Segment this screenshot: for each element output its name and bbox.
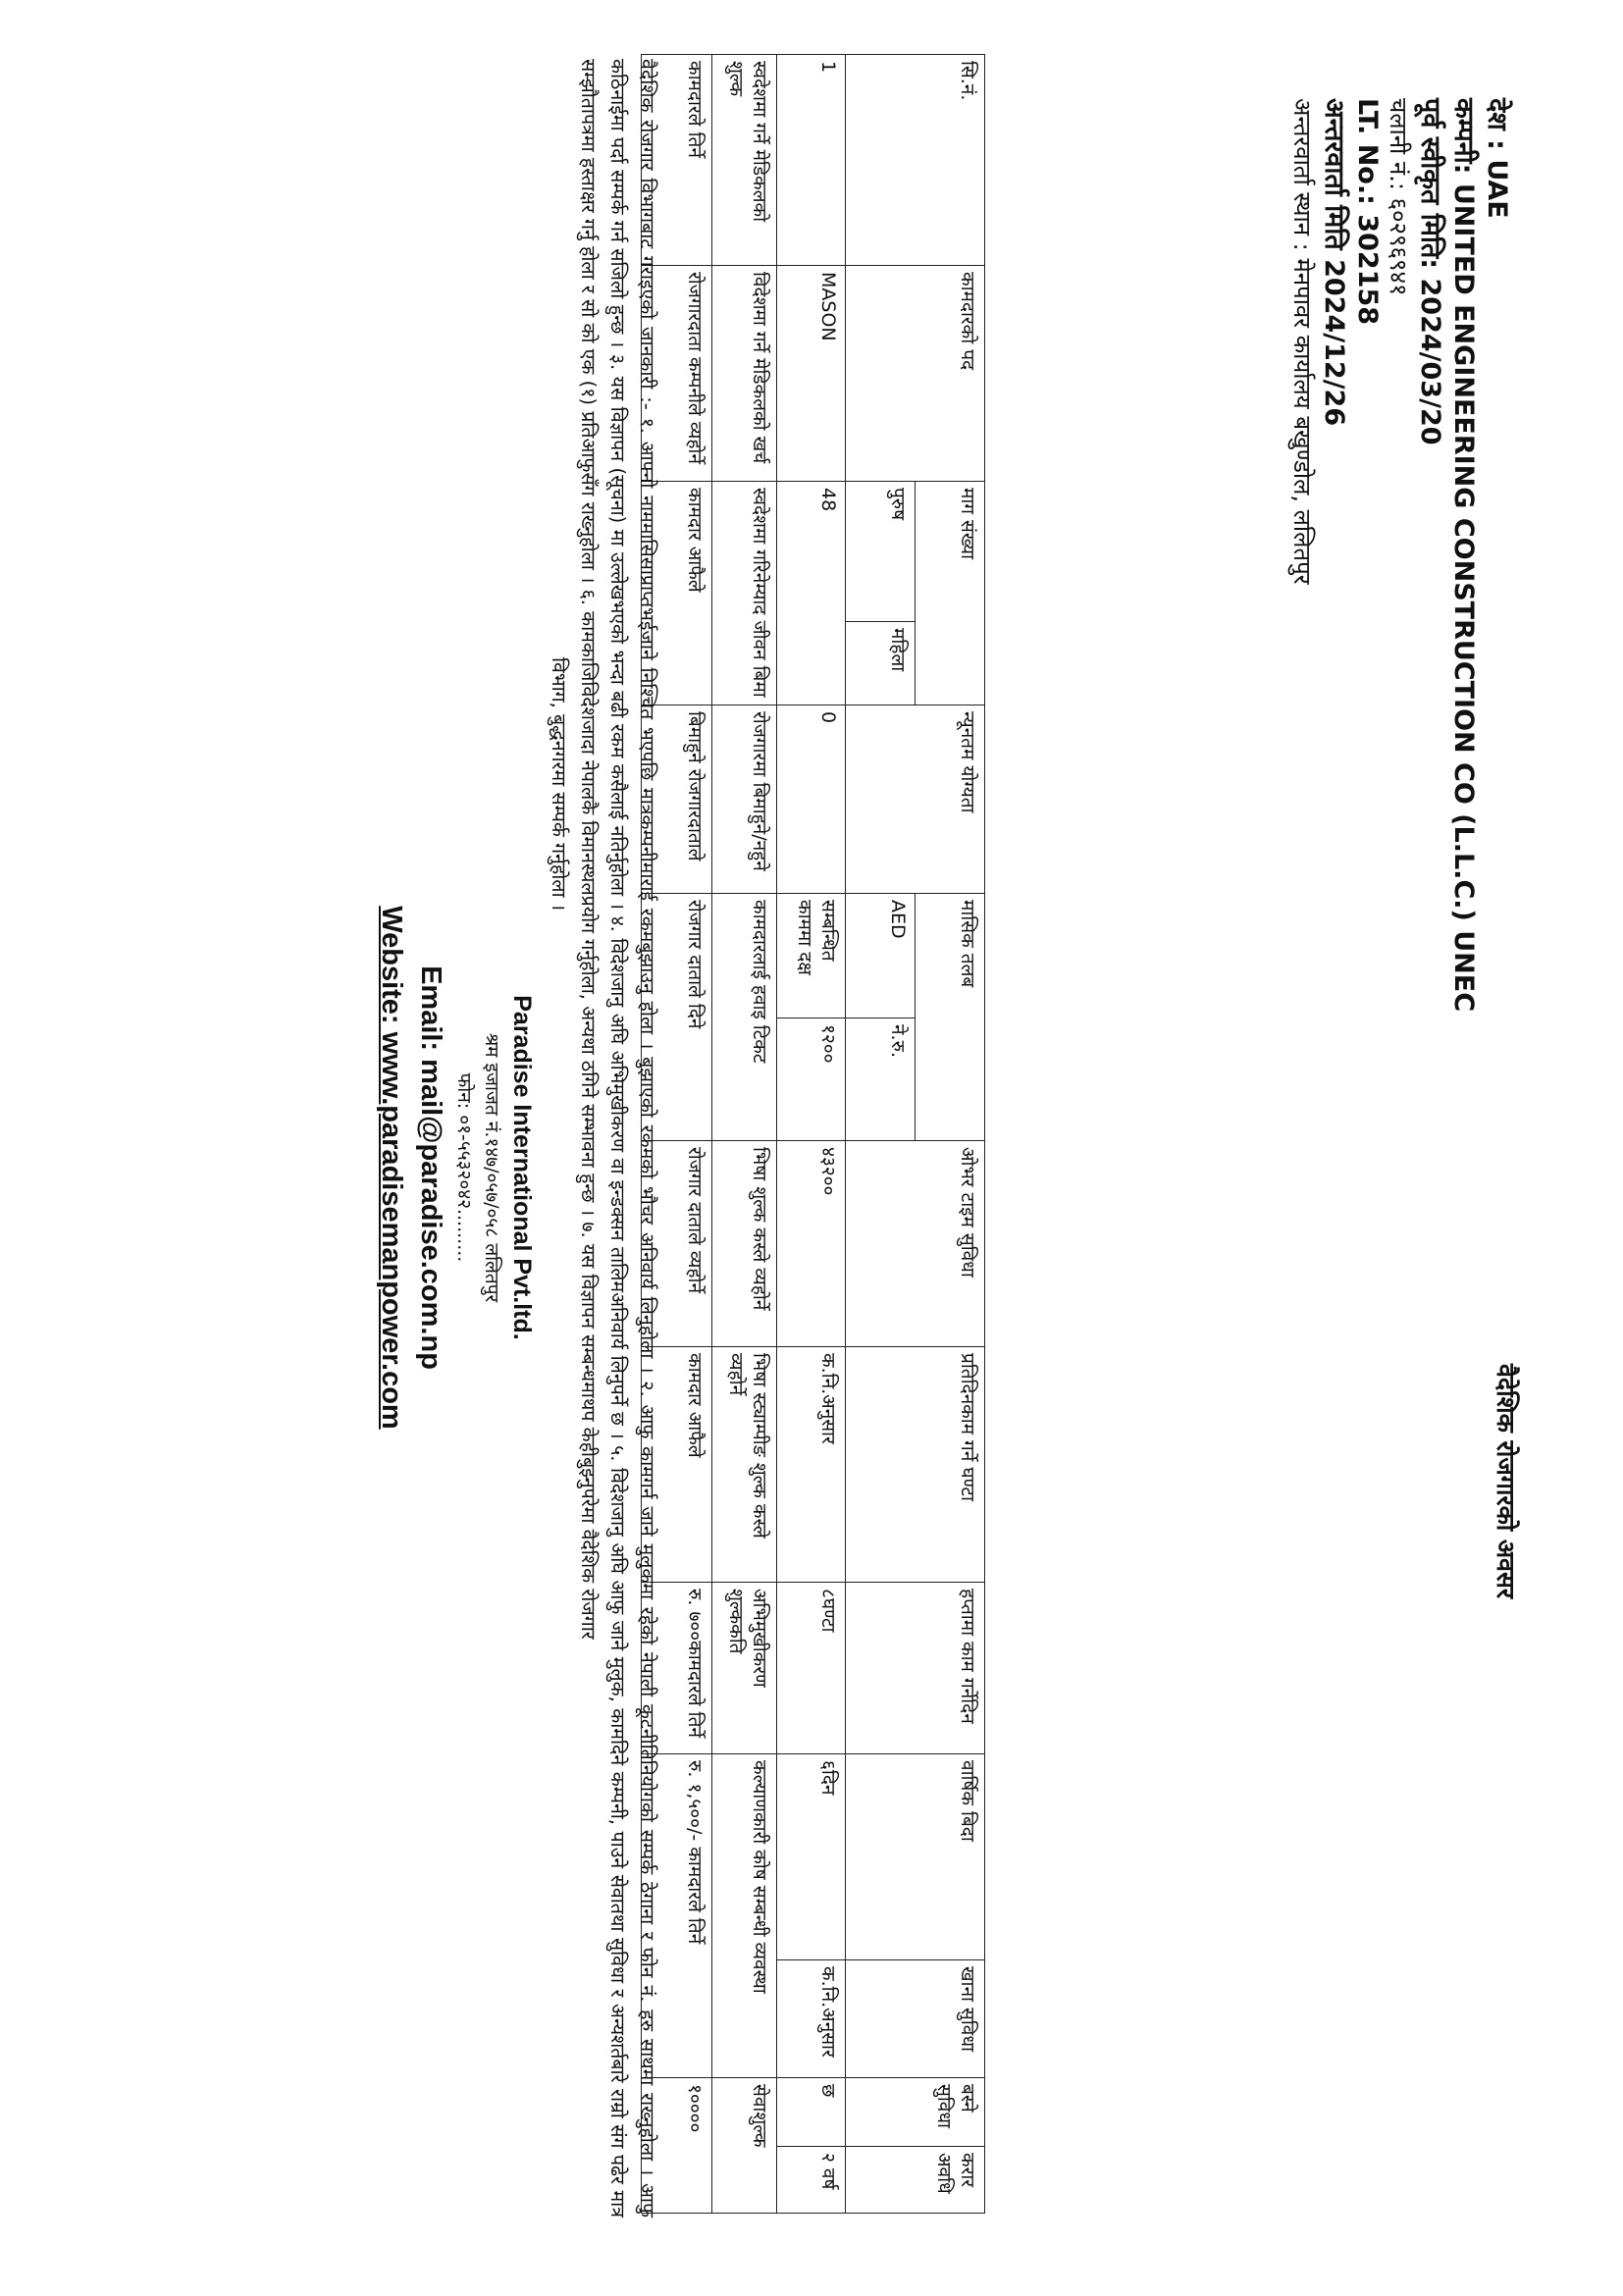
company-name: UNITED ENGINEERING CONSTRUCTION CO (L.L.C.) UNEC	[1448, 183, 1479, 1013]
chalani-number: ६०२९६९४१	[1385, 197, 1412, 296]
cost-label-row	[712, 55, 777, 2214]
cost-air-ticket-value: रोजगार दाताले दिने	[642, 894, 712, 1141]
cost-medical-home-label: स्वदेशमा गर्ने मेडिकलको शुल्क	[712, 55, 777, 266]
job-row	[777, 55, 846, 2214]
row-sn: 1	[777, 55, 846, 266]
agency-phone: फोन: ०१-५५३२०४२.........	[453, 1072, 475, 1263]
lt-label: LT. No.:	[1352, 98, 1383, 205]
npr-header: ने.रु.	[846, 1018, 916, 1141]
demand-header: माग संख्या	[916, 482, 985, 705]
interview-date-line	[1317, 98, 1350, 1315]
lt-number: 302158	[1352, 214, 1383, 326]
website-label: Website:	[376, 906, 407, 1024]
male-header: पुरुष	[846, 482, 916, 622]
cost-orientation-value: रु. ७००कामदारले तिर्ने	[642, 1583, 712, 1754]
email-label: Email:	[415, 965, 446, 1052]
interview-date: 2024/12/26	[1319, 259, 1349, 427]
cost-welfare-fund-label: कल्याणकारी कोष सम्बन्धी व्यवस्था	[712, 1754, 777, 2078]
cost-visa-fee-value: रोजगार दाताले व्यहोर्ने	[642, 1141, 712, 1347]
country-value: UAE	[1482, 159, 1512, 219]
row-qualification: सम्बन्धित काममा दक्ष	[777, 894, 846, 1018]
cost-medical-home-value: कामदारले तिर्ने	[642, 55, 712, 266]
country-label: देश :	[1482, 98, 1512, 150]
row-salary-aed: १२००	[777, 1018, 846, 1141]
cost-visa-stamping-label: भिषा स्ट्याम्पीङ शुल्क कस्ले व्यहोर्ने	[712, 1347, 777, 1583]
accommodation-header: बस्ने सुविधा	[846, 2078, 985, 2147]
cost-service-charge-label: सेवाशुल्क	[712, 2078, 777, 2214]
row-overtime: क.नि.अनुसार	[777, 1347, 846, 1583]
approval-line	[1413, 98, 1446, 1315]
contract-header: करार अवधि	[846, 2147, 985, 2214]
company-line	[1446, 98, 1480, 1315]
row-female-count: 0	[777, 705, 846, 894]
agency-website-line	[372, 893, 411, 1442]
cost-employment-insurance-label: रोजगारमा बिमाहुने/नहुने	[712, 705, 777, 894]
website-link[interactable]: www.paradisemanpower.com	[376, 1031, 407, 1430]
job-header	[1287, 98, 1513, 1315]
female-header: महिला	[846, 622, 916, 705]
row-food: छ	[777, 2078, 846, 2147]
job-details-table	[641, 54, 985, 2214]
row-salary-npr: ४३२००	[777, 1141, 846, 1347]
notice-text: वैदेशिक रोजगार विभागबाट गराइएको जानकारी :- १. आफ्नो नाममासिसाप्राप्तभईजाने निश्चित भएपछि मात्रकम्पनीमाराई रकमबुझाउनु होला । बुझाएको रकमको भौचर अनिवार्य लिनुहोला । २. आफु कामगर्न जाने मुलुकमा रहेको नेपाली कूटनीतिनियोगको सम्पर्क ठेगाना र फोन नं. हरु साथमा राख्नुहोला । आफु कठिनाईमा पर्दा सम्पर्क गर्न सजिलो हुन्छ । ३. यस विज्ञापन (सूचना) मा उल्लेखभएको भन्दा बढी रकम कसैलाई नतिर्नुहोला । ४. विदेशजानु अघि अभिमुखीकरण वा इन्डक्सन तालिमअनिवार्य लिनुपर्ने छ । ५. विदेशजानु अघि आफु जाने मुलुक, कामदिने कम्पनी, पाउने सेवातथा सुविधा र अन्यशर्तबारे राम्रो संग पढेर मात्र सम्झौतापत्रमा हस्ताक्षर गर्नु होला र सो को एक (१) प्रतिआफुसँग राख्नुहोला । ६. कामकाजिविदेशजादा नेपालकै विमानस्थलप्रयोग गर्नुहोला, अन्यथा ठगिने सम्भावना हुन्छ । ७. यस विज्ञापन सम्बन्धमाथप केहीबुझ्नुपरेमा वैदेशिक रोजगार	[577, 59, 658, 2218]
lt-line	[1350, 98, 1384, 1315]
interview-place-label: अन्तरवार्ता स्थान :	[1288, 98, 1316, 251]
annual-leave-header: वार्षिक बिदा	[846, 1754, 985, 1960]
sn-header: सि.नं.	[846, 55, 985, 266]
cost-visa-fee-label: भिषा शुल्क कस्ले व्यहोर्ने	[712, 1141, 777, 1347]
agency-name: Paradise International Pvt.ltd.	[508, 995, 536, 1340]
agency-email-line	[411, 893, 450, 1442]
approval-date: 2024/03/20	[1415, 278, 1445, 445]
post-header: कामदारको पद	[846, 266, 985, 482]
food-header: खाना सुविधा	[846, 1960, 985, 2078]
cost-service-charge-value: १००००	[642, 2078, 712, 2214]
cost-employment-insurance-value: बिमाहुने रोजगारदाताले	[642, 705, 712, 894]
agency-block	[372, 893, 539, 1442]
agency-license: श्रम इजाजत नं.१४७/०५७/०५८ ललितपुर	[481, 1032, 502, 1303]
department-notice	[544, 59, 661, 2218]
company-label: कम्पनी:	[1448, 98, 1479, 175]
header-row	[916, 55, 985, 2214]
cost-life-insurance-label: स्वदेशमा गरिनेम्याद जीवन बिमा	[712, 482, 777, 705]
row-male-count: 48	[777, 482, 846, 705]
email-address[interactable]: mail@paradise.com.np	[415, 1059, 446, 1370]
interview-date-label: अन्तरवार्ता मिति	[1319, 98, 1349, 250]
chalani-label: चलानी नं.:	[1385, 98, 1412, 190]
row-daily-hours: ८घण्टा	[777, 1583, 846, 1754]
country-line	[1480, 98, 1513, 1315]
row-weekly-days: ६दिन	[777, 1754, 846, 1960]
cost-air-ticket-label: कामदारलाई हवाइ टिकट	[712, 894, 777, 1141]
salary-header: मासिक तलब	[916, 894, 985, 1141]
cost-welfare-fund-value: रु. १,५००/- कामदारले तिर्ने	[642, 1754, 712, 2078]
notice-last-line: विभाग, बुद्धनगरमा सम्पर्क गर्नुहोला ।	[548, 657, 570, 912]
interview-place-line	[1287, 98, 1317, 1315]
page-title: वैदेशिक रोजगारको अवसर	[1492, 1364, 1520, 1599]
cost-visa-stamping-value: कामदार आफैले	[642, 1347, 712, 1583]
row-annual-leave: क.नि.अनुसार	[777, 1960, 846, 2078]
aed-header: AED	[846, 894, 916, 1018]
row-post: MASON	[777, 266, 846, 482]
interview-place: मेनपावर कार्यालय बखुण्डोल, ललितपुर	[1288, 258, 1316, 585]
cost-medical-abroad-value: रोजगारदाता कम्पनीले व्यहोर्ने	[642, 266, 712, 482]
daily-hours-header: प्रतिदिनकाम गर्ने घण्टा	[846, 1347, 985, 1583]
row-contract: २ वर्ष	[777, 2147, 846, 2214]
cost-orientation-label: अभिमुखीकरण शुल्ककति	[712, 1583, 777, 1754]
approval-label: पूर्व स्वीकृत मिति:	[1415, 98, 1445, 270]
qualification-header: न्यूनतम योग्यता	[846, 705, 985, 894]
chalani-line	[1384, 98, 1413, 1315]
weekly-days-header: हप्तामा काम गर्नेदिन	[846, 1583, 985, 1754]
cost-life-insurance-value: कामदार आफैले	[642, 482, 712, 705]
overtime-header: ओभर टाइम सुविधा	[846, 1141, 985, 1347]
cost-medical-abroad-label: विदेशमा गर्ने मेडिकलको खर्च	[712, 266, 777, 482]
